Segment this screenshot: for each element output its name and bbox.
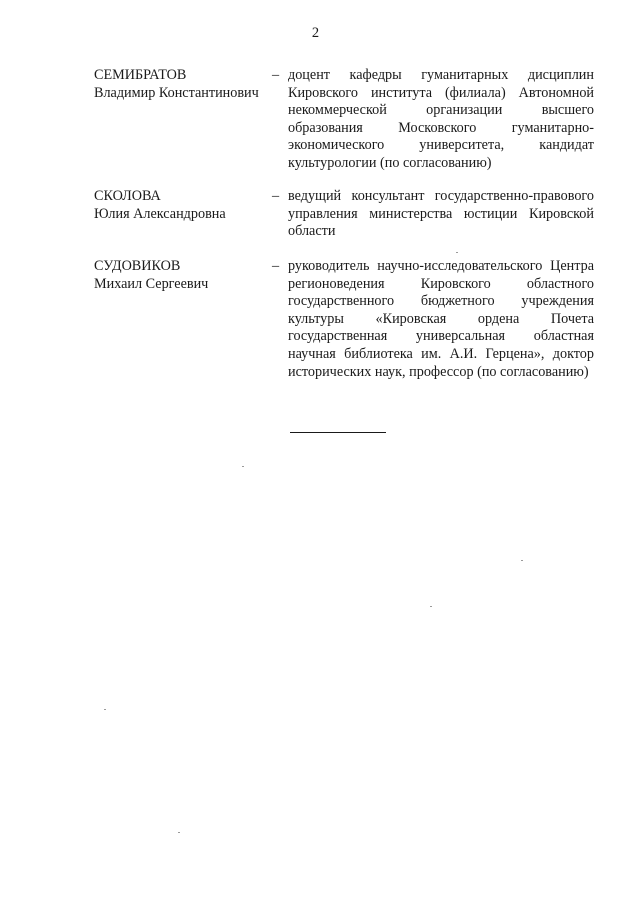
member-surname: СЕМИБРАТОВ: [94, 67, 187, 83]
member-description: руководитель научно-исследовательского Центра регионоведения Кировского областного государственного бюджетного учреждения культуры «Кировская ордена Почета государственная универсальная областная научная библиотека им. А.И. Герцена», доктор исторических наук, профессор (по согласованию): [288, 258, 594, 380]
member-surname: СКОЛОВА: [94, 188, 161, 204]
page-number: 2: [311, 25, 320, 41]
member-given-names: Владимир Константинович: [94, 84, 259, 101]
closing-separator-line: [290, 432, 386, 433]
member-given-names: Михаил Сергеевич: [94, 275, 209, 292]
scan-speck: [242, 466, 244, 467]
scan-speck: [104, 709, 106, 710]
member-given-names: Юлия Александровна: [94, 205, 226, 222]
scan-speck: [430, 606, 432, 607]
member-description: доцент кафедры гуманитарных дисциплин Кировского института (филиала) Автономной некоммерческой организации высшего образования Московского гуманитарно-экономического университета, кандидат культурологии (по согласованию): [288, 67, 594, 171]
member-surname: СУДОВИКОВ: [94, 258, 181, 274]
scan-speck: [521, 560, 523, 561]
member-dash: –: [272, 188, 280, 204]
member-dash: –: [272, 258, 280, 274]
member-description: ведущий консультант государственно-правового управления министерства юстиции Кировской области: [288, 188, 594, 240]
scan-speck: [456, 252, 458, 253]
member-dash: –: [272, 67, 280, 83]
scan-speck: [178, 832, 180, 833]
